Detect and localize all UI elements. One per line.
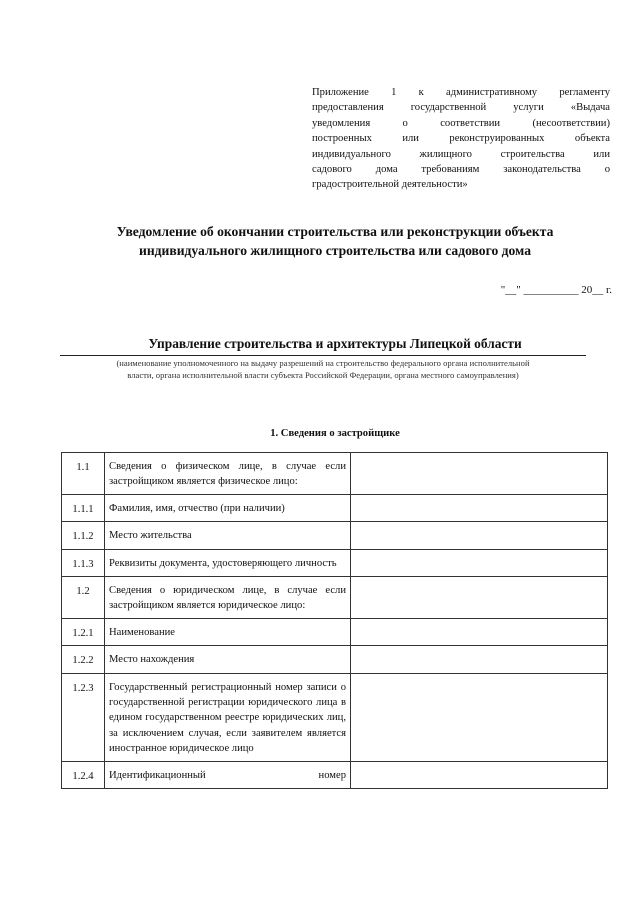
row-number: 1.2.3 bbox=[62, 673, 105, 761]
appendix-line: индивидуального жилищного строительства или bbox=[312, 148, 610, 160]
appendix-block bbox=[312, 85, 610, 193]
row-value-field[interactable] bbox=[351, 453, 608, 495]
table-row bbox=[62, 761, 608, 788]
row-value-field[interactable] bbox=[351, 494, 608, 521]
table-row bbox=[62, 494, 608, 521]
row-number: 1.2.1 bbox=[62, 618, 105, 645]
row-label: Место жительства bbox=[105, 522, 351, 549]
row-number: 1.2.4 bbox=[62, 761, 105, 788]
organization-underline bbox=[60, 355, 586, 356]
appendix-line: построенных или реконструированных объекта bbox=[312, 133, 610, 145]
row-label: Сведения о юридическом лице, в случае если застройщиком является юридическое лицо: bbox=[105, 577, 351, 619]
row-label: Фамилия, имя, отчество (при наличии) bbox=[105, 494, 351, 521]
row-number: 1.1 bbox=[62, 453, 105, 495]
organization-note bbox=[60, 357, 586, 381]
table-row bbox=[62, 522, 608, 549]
row-label: Место нахождения bbox=[105, 646, 351, 673]
row-label: Идентификационный номер bbox=[105, 761, 351, 788]
table-row bbox=[62, 673, 608, 761]
row-label: Сведения о физическом лице, в случае если застройщиком является физическое лицо: bbox=[105, 453, 351, 495]
row-label: Государственный регистрационный номер записи о государственной регистрации юридического лица в едином государственном реестре юридических лиц, за исключением случая, если заявителем является иностранное юридическое лицо bbox=[105, 673, 351, 761]
row-value-field[interactable] bbox=[351, 618, 608, 645]
row-value-field[interactable] bbox=[351, 522, 608, 549]
table-row bbox=[62, 618, 608, 645]
organization-note-line: власти, органа исполнительной власти субъекта Российской Федерации, органа местного самоуправления) bbox=[127, 370, 519, 380]
row-value-field[interactable] bbox=[351, 549, 608, 576]
title-line: Уведомление об окончании строительства или реконструкции объекта bbox=[116, 224, 554, 239]
appendix-line: садового дома требованиям законодательства о bbox=[312, 164, 610, 176]
organization-name: Управление строительства и архитектуры Липецкой области bbox=[148, 336, 522, 351]
row-value-field[interactable] bbox=[351, 761, 608, 788]
row-number: 1.1.3 bbox=[62, 549, 105, 576]
row-number: 1.1.2 bbox=[62, 522, 105, 549]
title-line: индивидуального жилищного строительства или садового дома bbox=[138, 243, 532, 258]
table-row bbox=[62, 577, 608, 619]
organization-note-line: (наименование уполномоченного на выдачу разрешений на строительство федерального органа исполнительной bbox=[116, 358, 530, 368]
section-title: 1. Сведения о застройщике bbox=[270, 428, 400, 439]
row-value-field[interactable] bbox=[351, 577, 608, 619]
row-value-field[interactable] bbox=[351, 673, 608, 761]
row-number: 1.1.1 bbox=[62, 494, 105, 521]
row-value-field[interactable] bbox=[351, 646, 608, 673]
date-field: "__" __________ 20__ г. bbox=[500, 284, 612, 296]
appendix-line: Приложение 1 к административному регламенту bbox=[312, 87, 610, 98]
table-row bbox=[62, 549, 608, 576]
row-number: 1.2 bbox=[62, 577, 105, 619]
developer-info-table bbox=[61, 452, 608, 789]
table-row bbox=[62, 453, 608, 495]
document-title bbox=[70, 222, 600, 260]
row-label: Реквизиты документа, удостоверяющего личность bbox=[105, 549, 351, 576]
appendix-line: уведомления о соответствии (несоответствии) bbox=[312, 117, 610, 129]
table-row bbox=[62, 646, 608, 673]
row-number: 1.2.2 bbox=[62, 646, 105, 673]
appendix-line: предоставления государственной услуги «Выдача bbox=[312, 102, 610, 114]
row-label: Наименование bbox=[105, 618, 351, 645]
appendix-line: градостроительной деятельности» bbox=[312, 179, 468, 191]
